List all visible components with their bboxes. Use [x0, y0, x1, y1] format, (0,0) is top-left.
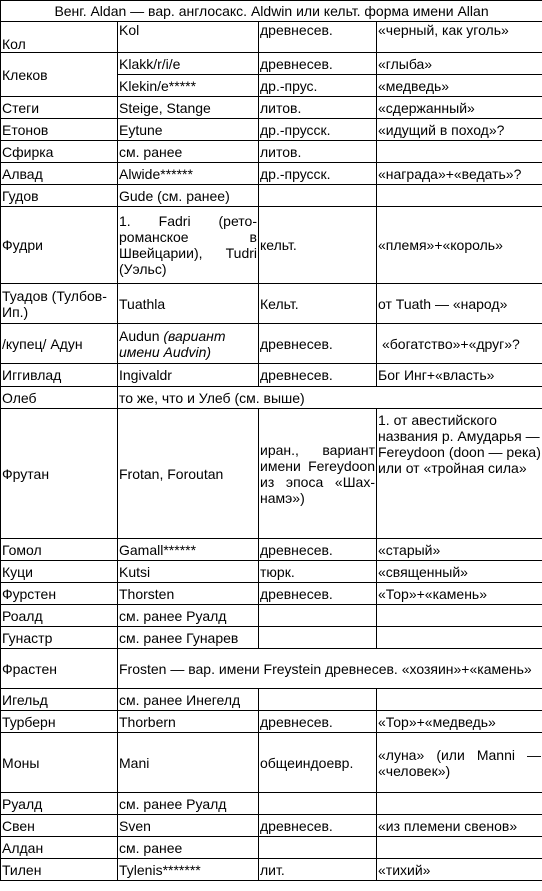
form-cell: Klakk/r/i/e — [118, 53, 259, 75]
language-cell: литов. — [259, 141, 377, 163]
table-row — [1, 97, 542, 119]
table-row — [1, 141, 542, 163]
name-cell: Иггивлад — [1, 364, 118, 387]
language-cell: Кельт. — [259, 284, 377, 324]
name-cell: /купец/ Адун — [1, 324, 118, 364]
table-row — [1, 409, 542, 539]
language-cell — [259, 837, 377, 859]
meaning-cell: от Tuath — «народ» — [377, 284, 542, 324]
language-cell: древнесев. — [259, 815, 377, 837]
name-cell: Клеков — [1, 53, 118, 97]
form-cell: см. ранее — [118, 837, 259, 859]
language-cell: древнесев. — [259, 583, 377, 605]
name-cell: Сфирка — [1, 141, 118, 163]
name-cell: Тилен — [1, 859, 118, 881]
table-row — [1, 119, 542, 141]
name-cell: Фрутан — [1, 409, 118, 539]
language-cell — [259, 627, 377, 649]
merged-cell: Frosten — вар. имени Freystein древнесев. «хозяин»+«камень» — [118, 649, 542, 689]
meaning-cell: «идущий в поход»? — [377, 119, 542, 141]
meaning-cell — [377, 185, 542, 207]
form-cell: Frotan, Foroutan — [118, 409, 259, 539]
form-cell: Steige, Stange — [118, 97, 259, 119]
name-cell: Алвад — [1, 163, 118, 185]
language-cell — [259, 689, 377, 711]
table-row — [1, 689, 542, 711]
meaning-cell: 1. от авестийского названия р. Амударья — Fereydoon (doon — река) или от «тройная сила» — [377, 409, 542, 539]
language-cell — [259, 185, 377, 207]
language-cell: древнесев. — [259, 22, 377, 53]
language-cell: литов. — [259, 97, 377, 119]
form-cell: Gamall****** — [118, 539, 259, 561]
language-cell: древнесев. — [259, 711, 377, 733]
name-cell: Кол — [1, 22, 118, 53]
form-note: (вариант имени Audvin) — [119, 327, 226, 360]
language-cell: древнесев. — [259, 324, 377, 364]
table-row — [1, 324, 542, 364]
name-cell: Роалд — [1, 605, 118, 627]
meaning-cell: «из племени свенов» — [377, 815, 542, 837]
form-cell: Thorbern — [118, 711, 259, 733]
language-cell: тюрк. — [259, 561, 377, 583]
language-cell: древнесев. — [259, 539, 377, 561]
meaning-cell: «богатство»+«друг»? — [377, 324, 542, 364]
table-row — [1, 711, 542, 733]
table-row — [1, 733, 542, 793]
meaning-cell: «черный, как уголь» — [377, 22, 542, 53]
table-row — [1, 627, 542, 649]
name-cell: Алдан — [1, 837, 118, 859]
name-cell: Олеб — [1, 387, 118, 409]
form-cell: 1. Fadri (рето-романское в Швейцарии), Tudri (Уэльс) — [118, 207, 259, 284]
meaning-cell — [377, 837, 542, 859]
name-cell: Гомол — [1, 539, 118, 561]
name-cell: Гудов — [1, 185, 118, 207]
form-cell: Sven — [118, 815, 259, 837]
form-cell: см. ранее Руалд — [118, 793, 259, 815]
table-row — [1, 364, 542, 387]
form-cell: см. ранее Гунарев — [118, 627, 259, 649]
form-cell: см. ранее Инегелд — [118, 689, 259, 711]
table-row — [1, 583, 542, 605]
name-cell: Фурстен — [1, 583, 118, 605]
form-cell: Kutsi — [118, 561, 259, 583]
meaning-cell — [377, 627, 542, 649]
name-cell: Куци — [1, 561, 118, 583]
meaning-cell: «Тор»+«медведь» — [377, 711, 542, 733]
language-cell: др.-прусск. — [259, 119, 377, 141]
table-row — [1, 53, 542, 75]
language-cell: древнесев. — [259, 364, 377, 387]
form-cell: Klekin/e***** — [118, 75, 259, 97]
meaning-cell: «награда»+«ведать»? — [377, 163, 542, 185]
language-cell: др.-прусск. — [259, 163, 377, 185]
meaning-cell — [377, 605, 542, 627]
meaning-cell: «Тор»+«камень» — [377, 583, 542, 605]
name-cell: Фудри — [1, 207, 118, 284]
meaning-cell — [377, 141, 542, 163]
meaning-cell: «священный» — [377, 561, 542, 583]
name-cell: Моны — [1, 733, 118, 793]
form-cell: Eytune — [118, 119, 259, 141]
table-row — [1, 284, 542, 324]
table-caption: Венг. Aldan — вар. англосакс. Aldwin или кельт. форма имени Allan — [1, 1, 542, 22]
meaning-cell — [377, 793, 542, 815]
language-cell: кельт. — [259, 207, 377, 284]
table-row — [1, 649, 542, 689]
form-cell: Tuathla — [118, 284, 259, 324]
meaning-cell: «луна» (или Manni — «человек») — [377, 733, 542, 793]
meaning-cell: «глыба» — [377, 53, 542, 75]
table-row — [1, 22, 542, 53]
table-row — [1, 207, 542, 284]
table-row — [1, 561, 542, 583]
merged-cell: то же, что и Улеб (см. выше) — [118, 387, 542, 409]
language-cell: общеиндоевр. — [259, 733, 377, 793]
name-cell: Турберн — [1, 711, 118, 733]
name-cell: Туадов (Тулбов-Ип.) — [1, 284, 118, 324]
table-row — [1, 163, 542, 185]
table-row — [1, 605, 542, 627]
name-cell: Стеги — [1, 97, 118, 119]
form-cell: см. ранее — [118, 141, 259, 163]
table-row — [1, 815, 542, 837]
form-cell: Tylenis******* — [118, 859, 259, 881]
table-row — [1, 837, 542, 859]
table-row — [1, 859, 542, 881]
form-cell: Thorsten — [118, 583, 259, 605]
language-cell: др.-прус. — [259, 75, 377, 97]
form-cell — [118, 324, 259, 364]
meaning-cell: Бог Инг+«власть» — [377, 364, 542, 387]
form-cell: Kol — [118, 22, 259, 53]
form-text: Audun — [119, 327, 160, 344]
language-cell: лит. — [259, 859, 377, 881]
meaning-cell: «тихий» — [377, 859, 542, 881]
form-cell: Ingivaldr — [118, 364, 259, 387]
form-cell: Mani — [118, 733, 259, 793]
meaning-cell: «старый» — [377, 539, 542, 561]
name-cell: Етонов — [1, 119, 118, 141]
language-cell — [259, 605, 377, 627]
name-cell: Фрастен — [1, 649, 118, 689]
table-row — [1, 185, 542, 207]
name-cell: Игельд — [1, 689, 118, 711]
name-cell: Руалд — [1, 793, 118, 815]
meaning-cell: «медведь» — [377, 75, 542, 97]
language-cell: древнесев. — [259, 53, 377, 75]
meaning-cell: «племя»+«король» — [377, 207, 542, 284]
language-cell: иран., вариант имени Fereydoon из эпоса «Шах-намэ») — [259, 409, 377, 539]
table-caption-row — [1, 1, 542, 22]
form-cell: Gude (см. ранее) — [118, 185, 259, 207]
table-row — [1, 539, 542, 561]
form-cell: см. ранее Руалд — [118, 605, 259, 627]
table-row — [1, 793, 542, 815]
table-row — [1, 387, 542, 409]
language-cell — [259, 793, 377, 815]
name-cell: Свен — [1, 815, 118, 837]
form-cell: Alwide****** — [118, 163, 259, 185]
name-cell: Гунастр — [1, 627, 118, 649]
meaning-cell — [377, 689, 542, 711]
meaning-cell: «сдержанный» — [377, 97, 542, 119]
